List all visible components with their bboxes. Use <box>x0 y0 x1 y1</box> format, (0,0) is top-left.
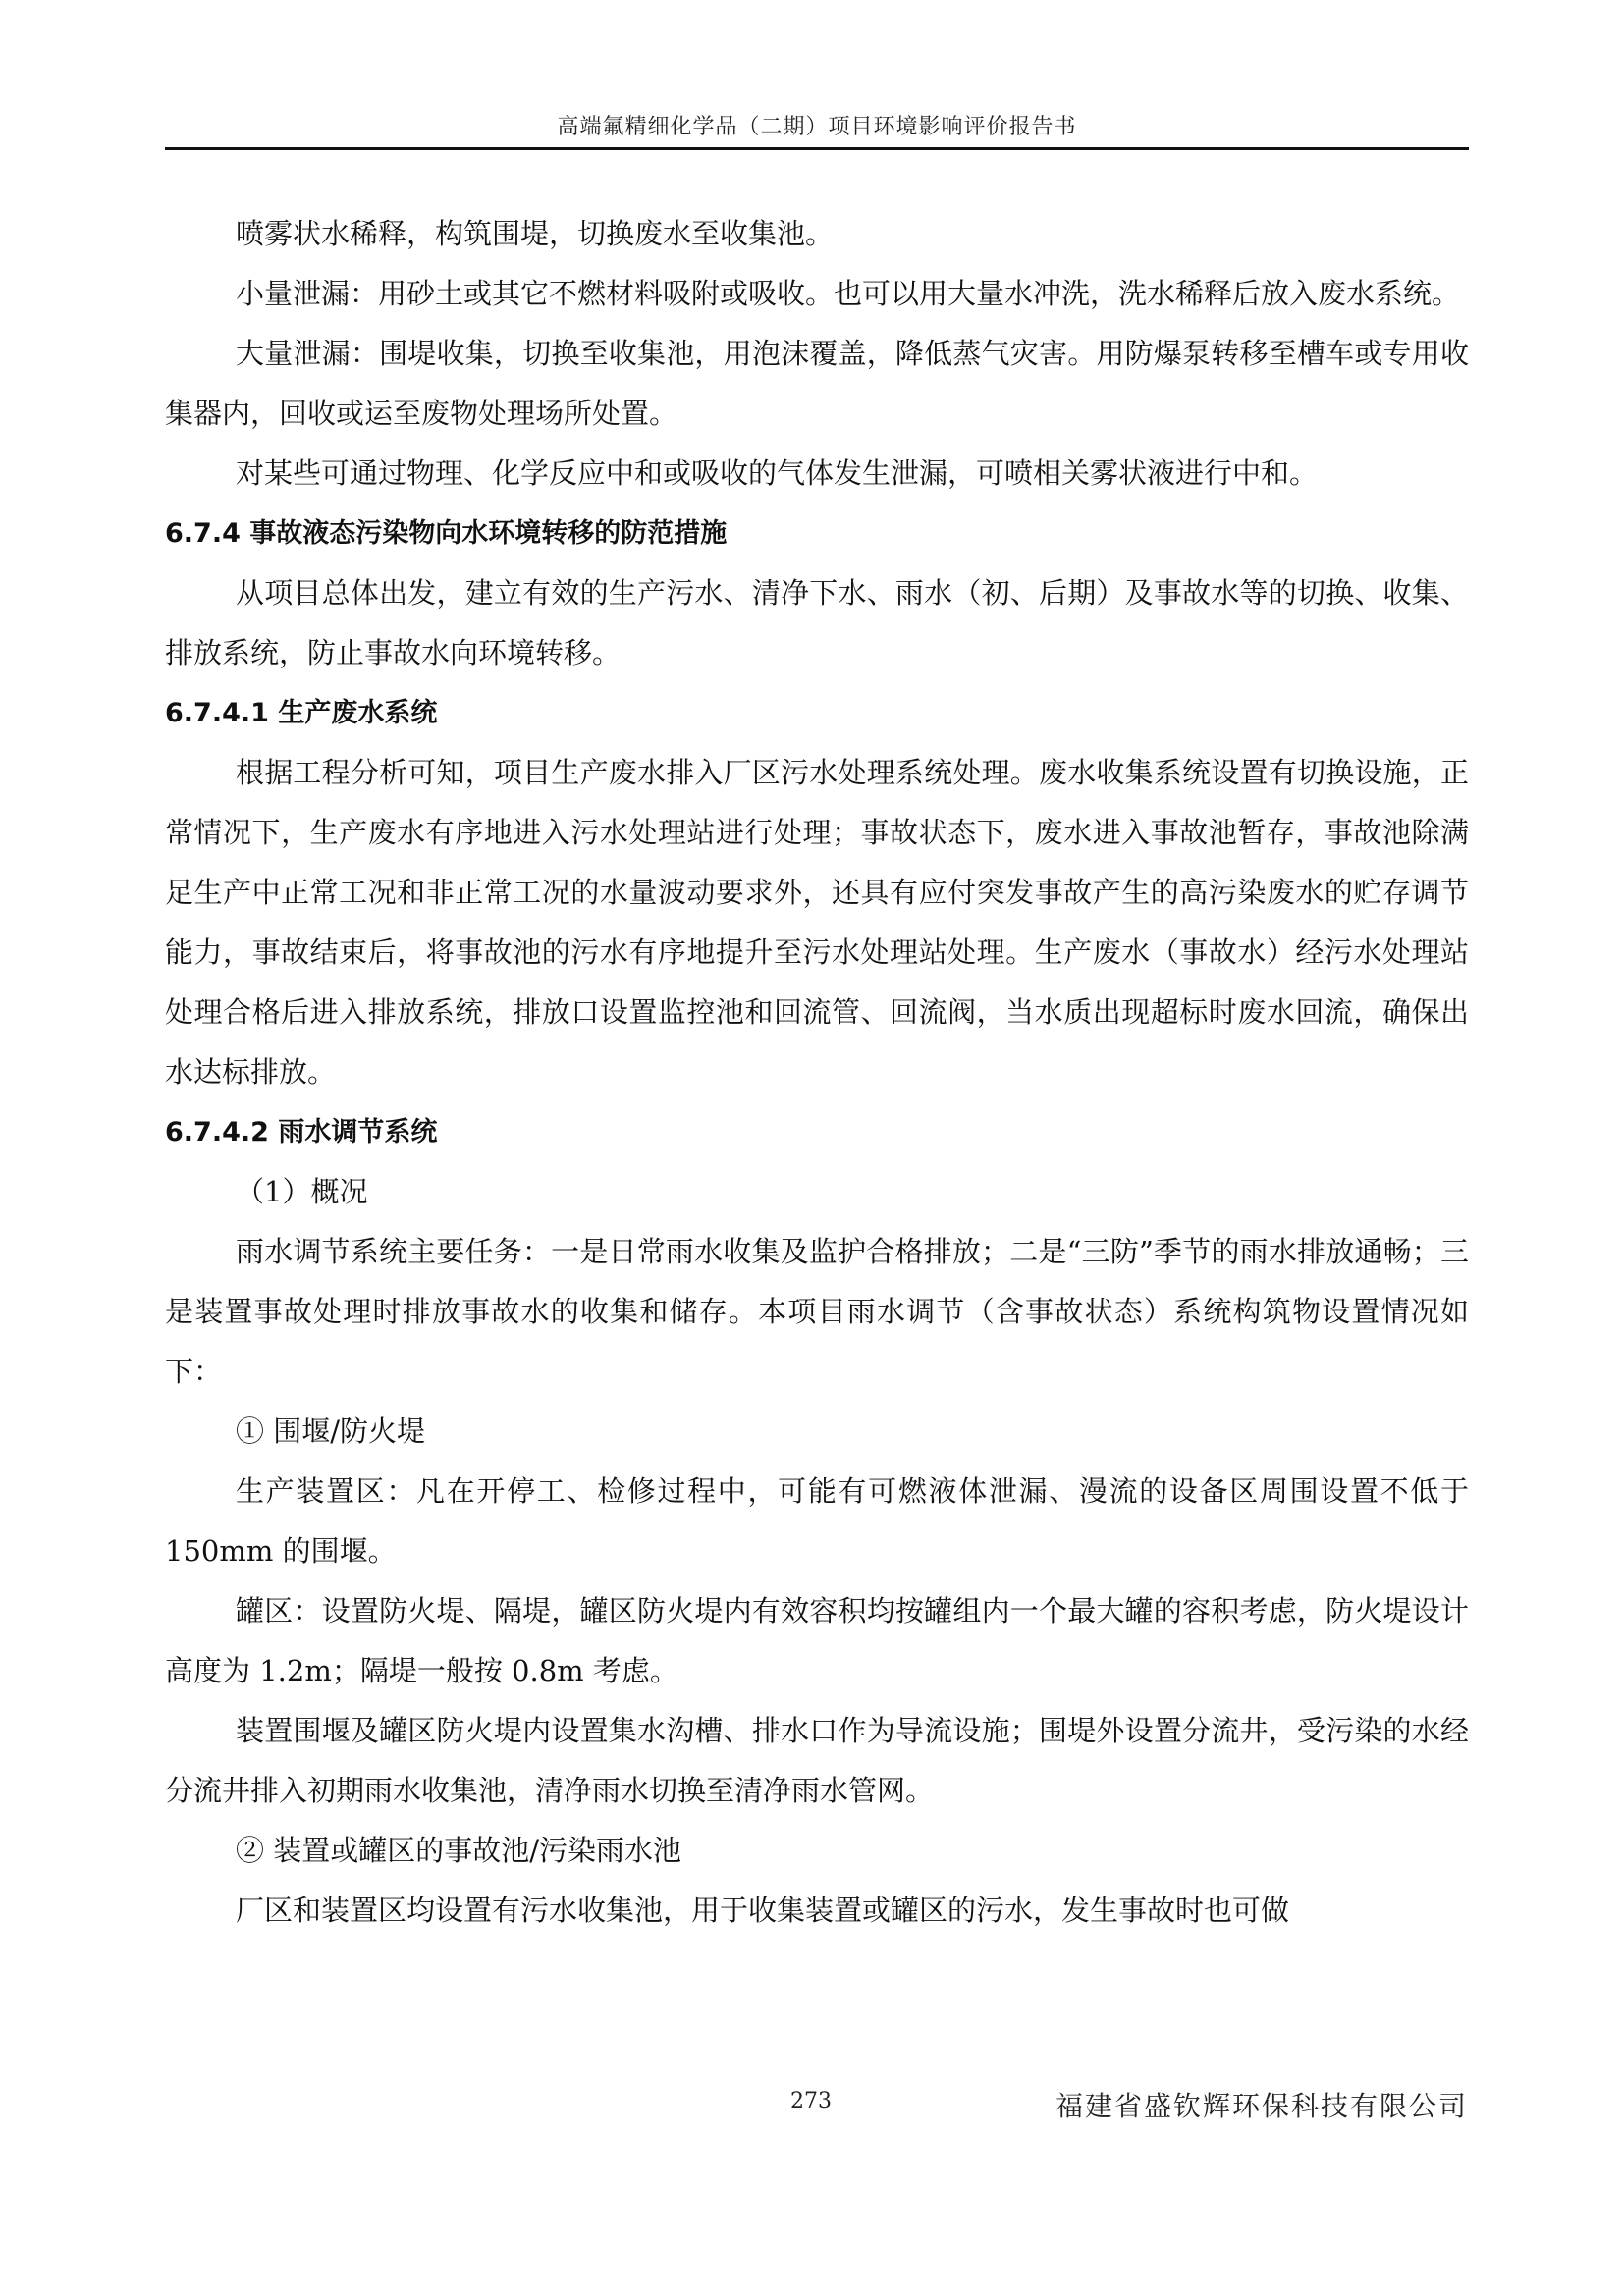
list-item: ① 围堰/防火堤 <box>236 1415 425 1448</box>
subsection-heading: 6.7.4.2 雨水调节系统 <box>165 1117 438 1148</box>
paragraph: 大量泄漏：围堤收集，切换至收集池，用泡沫覆盖，降低蒸气灾害。用防爆泵转移至槽车或专用收集器内，回收或运至废物处理场所处置。 <box>165 337 1469 430</box>
list-item: （1）概况 <box>236 1175 368 1208</box>
page-body <box>165 204 1469 1941</box>
paragraph: 根据工程分析可知，项目生产废水排入厂区污水处理系统处理。废水收集系统设置有切换设施，正常情况下，生产废水有序地进入污水处理站进行处理；事故状态下，废水进入事故池暂存，事故池除满足生产中正常工况和非正常工况的水量波动要求外，还具有应付突发事故产生的高污染废水的贮存调节能力，事故结束后，将事故池的污水有序地提升至污水处理站处理。生产废水（事故水）经污水处理站处理合格后进入排放系统，排放口设置监控池和回流管、回流阀，当水质出现超标时废水回流，确保出水达标排放。 <box>165 756 1469 1089</box>
running-header-title: 高端氟精细化学品（二期）项目环境影响评价报告书 <box>557 115 1077 139</box>
paragraph: 雨水调节系统主要任务：一是日常雨水收集及监护合格排放；二是“三防”季节的雨水排放通畅；三是装置事故处理时排放事故水的收集和储存。本项目雨水调节（含事故状态）系统构筑物设置情况如下： <box>165 1235 1469 1388</box>
paragraph: 喷雾状水稀释，构筑围堤，切换废水至收集池。 <box>236 217 835 250</box>
subsection-heading: 6.7.4.1 生产废水系统 <box>165 698 438 728</box>
paragraph: 小量泄漏：用砂土或其它不燃材料吸附或吸收。也可以用大量水冲洗，洗水稀释后放入废水系统。 <box>236 277 1461 310</box>
paragraph: 对某些可通过物理、化学反应中和或吸收的气体发生泄漏，可喷相关雾状液进行中和。 <box>236 456 1319 490</box>
paragraph: 装置围堰及罐区防火堤内设置集水沟槽、排水口作为导流设施；围堤外设置分流井，受污染的水经分流井排入初期雨水收集池，清净雨水切换至清净雨水管网。 <box>165 1714 1469 1807</box>
paragraph: 罐区：设置防火堤、隔堤，罐区防火堤内有效容积均按罐组内一个最大罐的容积考虑，防火堤设计高度为 1.2m；隔堤一般按 0.8m 考虑。 <box>165 1594 1469 1687</box>
paragraph: 从项目总体出发，建立有效的生产污水、清净下水、雨水（初、后期）及事故水等的切换、收集、排放系统，防止事故水向环境转移。 <box>165 576 1469 669</box>
paragraph: 厂区和装置区均设置有污水收集池，用于收集装置或罐区的污水，发生事故时也可做 <box>236 1894 1290 1927</box>
list-item: ② 装置或罐区的事故池/污染雨水池 <box>236 1834 681 1867</box>
section-heading: 6.7.4 事故液态污染物向水环境转移的防范措施 <box>165 518 728 549</box>
header-divider <box>165 147 1469 150</box>
footer-company-name: 福建省盛钦辉环保科技有限公司 <box>1055 2090 1468 2122</box>
page-number: 273 <box>790 2089 832 2113</box>
paragraph: 生产装置区：凡在开停工、检修过程中，可能有可燃液体泄漏、漫流的设备区周围设置不低于 150mm 的围堰。 <box>165 1474 1469 1568</box>
